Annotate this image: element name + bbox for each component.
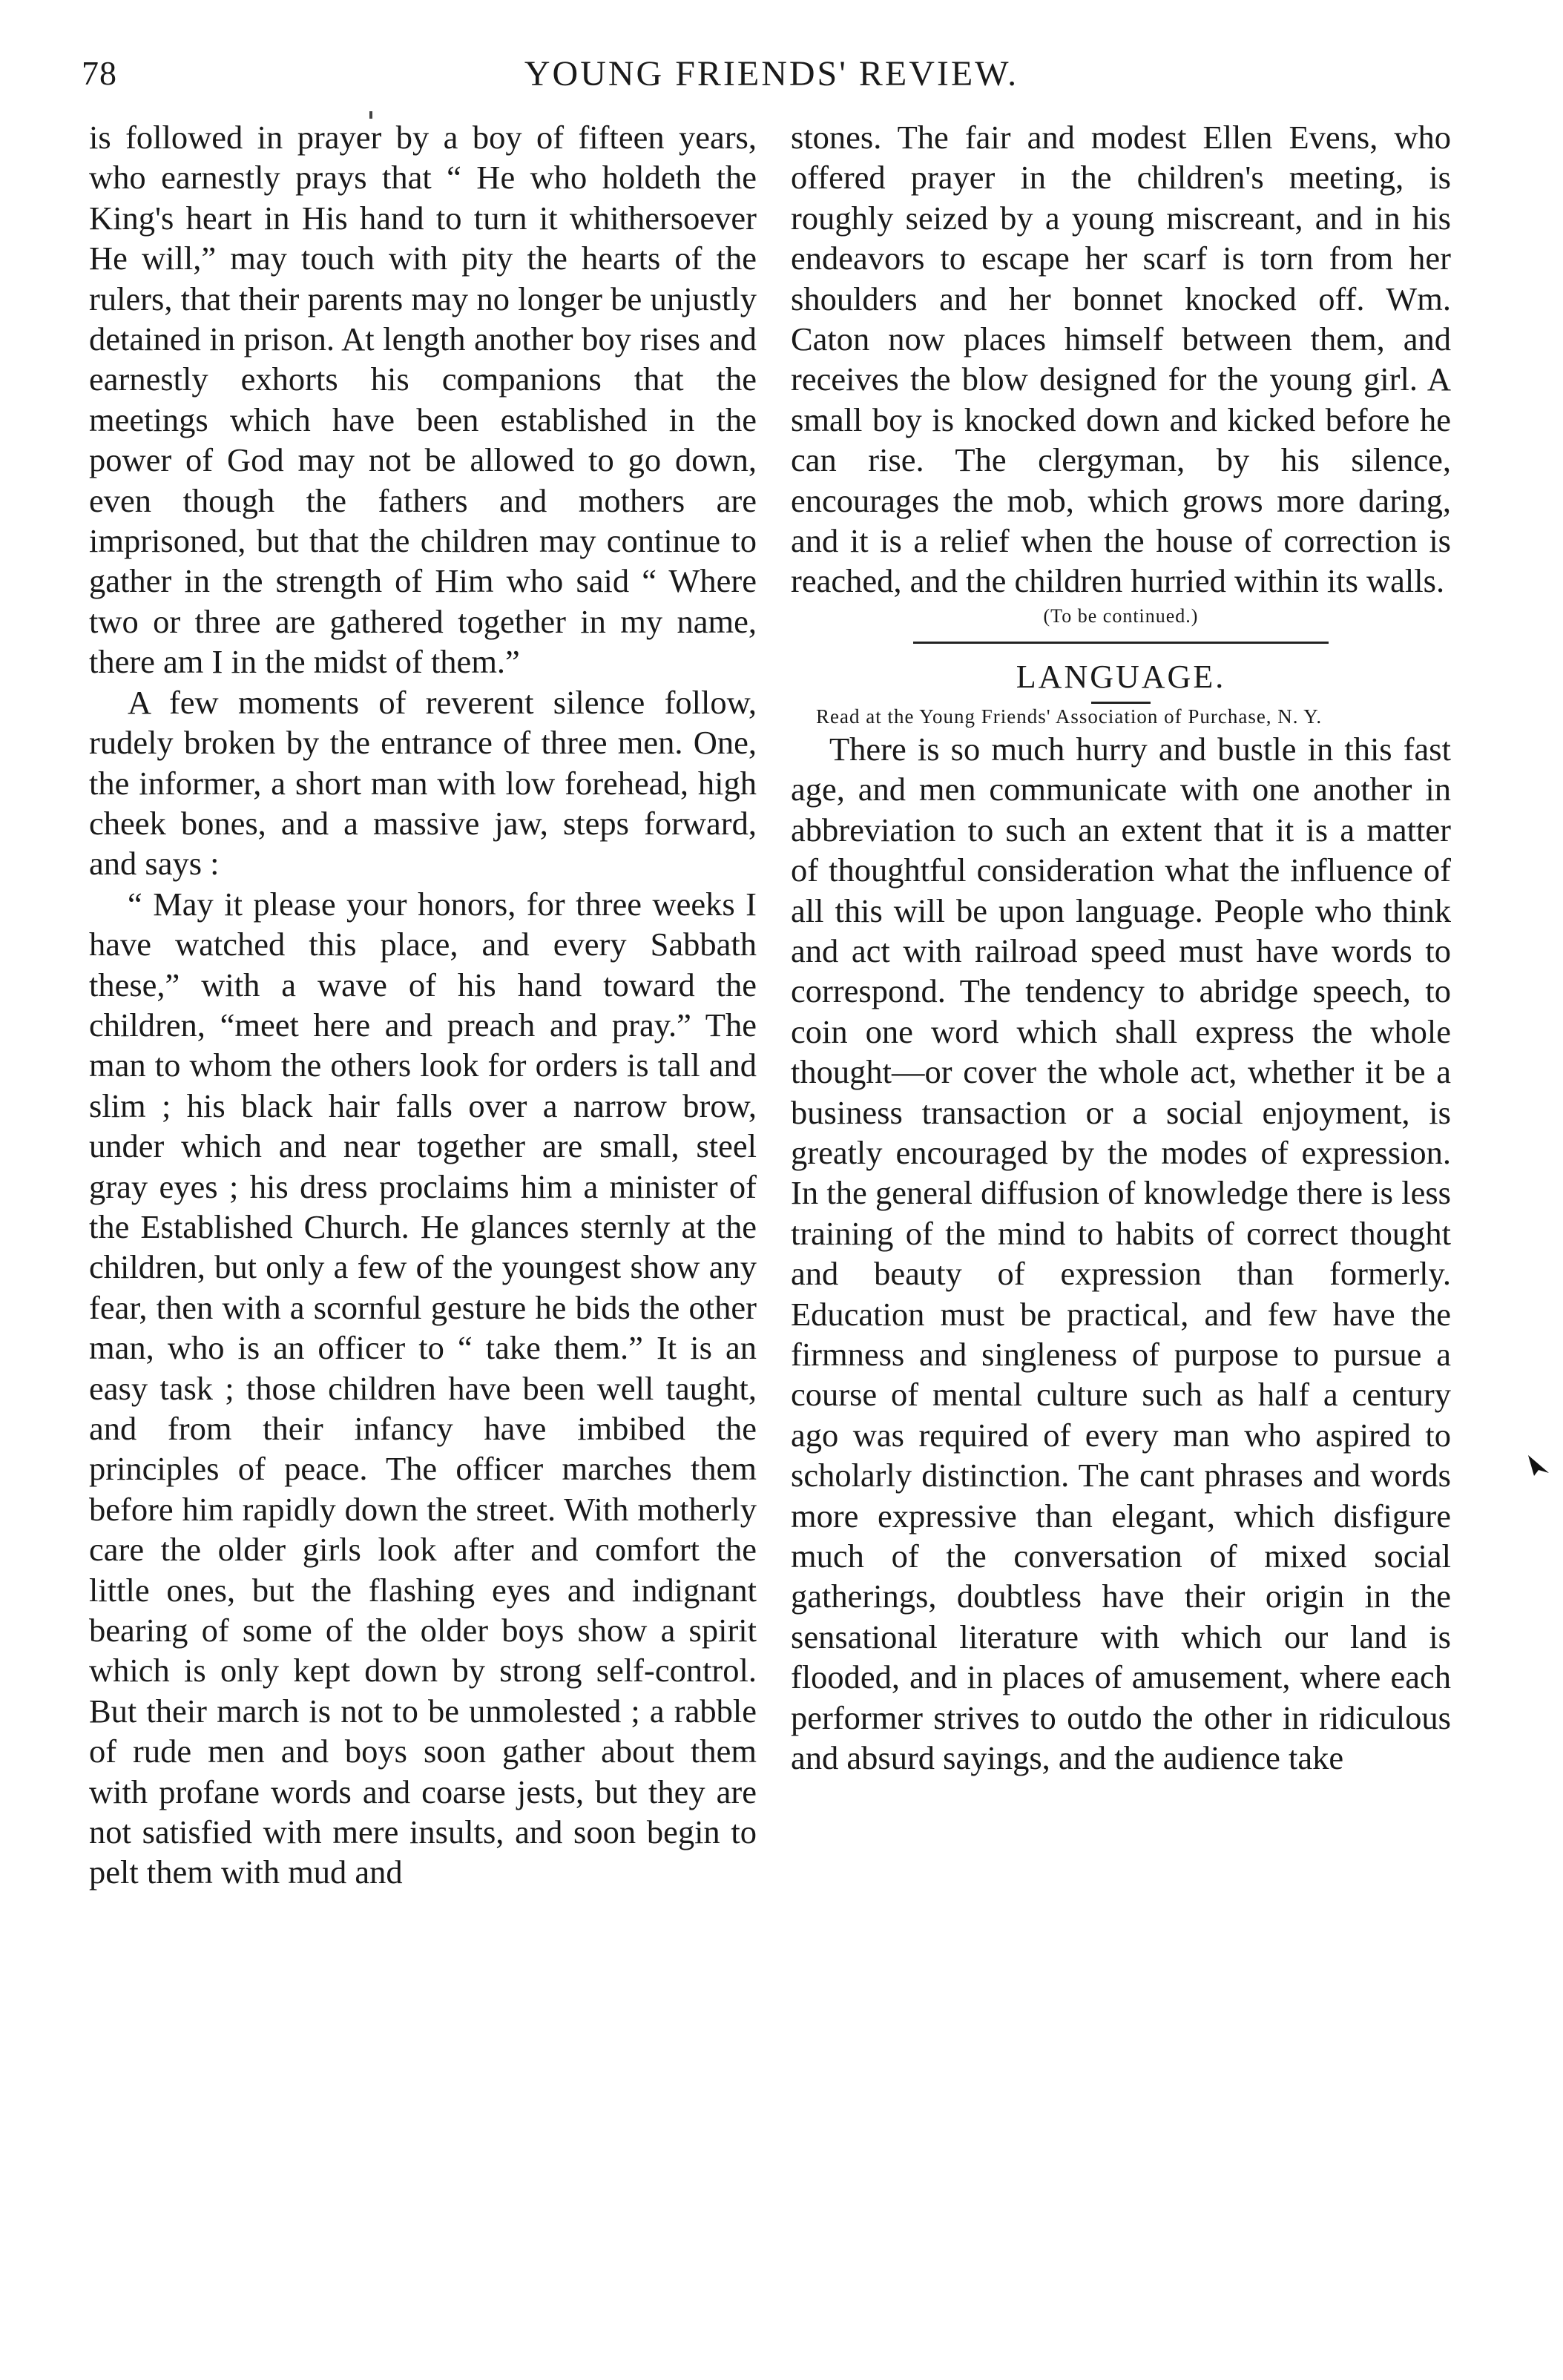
paragraph: A few moments of reverent silence follow, rudely broken by the entrance of three men. One, the informer, a short man with low forehead, high cheek bones, and a massive jaw, steps forward, and says : (89, 683, 757, 883)
running-title: YOUNG FRIENDS' REVIEW. (524, 54, 1019, 93)
paragraph: “ May it please your honors, for three weeks I have watched this place, and every Sabbath these,” with a wave of his hand toward the children, “meet here and preach and pray.” The man to whom the others look for orders is tall and slim ; his black hair falls over a narrow brow, under which and near together are small, steel gray eyes ; his dress proclaims him a minister of the Established Church. He glances sternly at the children, but only a few of the youngest show any fear, then with a scornful gesture he bids the other man, who is an officer to “ take them.” It is an easy task ; those children have been well taught, and from their infancy have imbibed the principles of peace. The officer marches them before him rapidly down the street. With motherly care the older girls look after and comfort the little ones, but the flashing eyes and indignant bearing of some of the older boys show a spirit which is only kept down by strong self-control. But their march is not to be unmolested ; a rabble of rude men and boys soon gather about them with profane words and coarse jests, but they are not satisfied with mere insults, and soon begin to pelt them with mud and (89, 885, 757, 1891)
section-divider (913, 642, 1329, 644)
left-column (89, 117, 757, 1893)
page-header (82, 53, 1461, 105)
page-number: 78 (82, 54, 117, 92)
section-subhead: Read at the Young Friends' Association of Purchase, N. Y. (816, 705, 1323, 728)
continued-note: (To be continued.) (1043, 604, 1199, 627)
pointer-arrow-icon (1527, 1454, 1550, 1477)
paragraph: is followed in prayer by a boy of fifteen years, who earnestly prays that “ He who holdeth the King's heart in His hand to turn it whithersoever He will,” may touch with pity the hearts of the rulers, that their parents may no longer be unjustly detained in prison. At length another boy rises and earnestly exhorts his companions that the meetings which have been established in the power of God may not be allowed to go down, even though the fathers and mothers are imprisoned, but that the children may continue to gather in the strength of Him who said “ Where two or three are gathered together in my name, there am I in the midst of them.” (89, 119, 757, 681)
right-column (791, 117, 1451, 1778)
paragraph: There is so much hurry and bustle in this fast age, and men communicate with one another in abbreviation to such an extent that it is a matter of thoughtful consideration what the influence of all this will be upon language. People who think and act with railroad speed must have words to correspond. The tendency to abridge speech, to coin one word which shall express the whole thought—or cover the whole act, whether it be a business transaction or a social enjoyment, is greatly encouraged by the modes of expression. In the general diffusion of knowledge there is less training of the mind to habits of correct thought and beauty of expression than formerly. Education must be practical, and few have the firmness and singleness of purpose to pursue a course of mental culture such as half a century ago was required of every man who aspired to scholarly distinction. The cant phrases and words more expressive than elegant, which disfigure much of the conversation of mixed social gatherings, doubtless have their origin in the sensational literature with which our land is flooded, and in places of amusement, where each performer strives to outdo the other in ridiculous and absurd sayings, and the audience take (791, 730, 1451, 1777)
section-title: LANGUAGE. (1016, 658, 1226, 695)
paragraph: stones. The fair and modest Ellen Evens, who offered prayer in the children's meeting, is roughly seized by a young miscreant, and in his endeavors to escape her scarf is torn from her shoulders and her bonnet knocked off. Wm. Caton now places himself between them, and receives the blow designed for the young girl. A small boy is knocked down and kicked before he can rise. The clergyman, by his silence, encourages the mob, which grows more daring, and it is a relief when the house of correction is reached, and the children hurried within its walls. (791, 119, 1451, 600)
